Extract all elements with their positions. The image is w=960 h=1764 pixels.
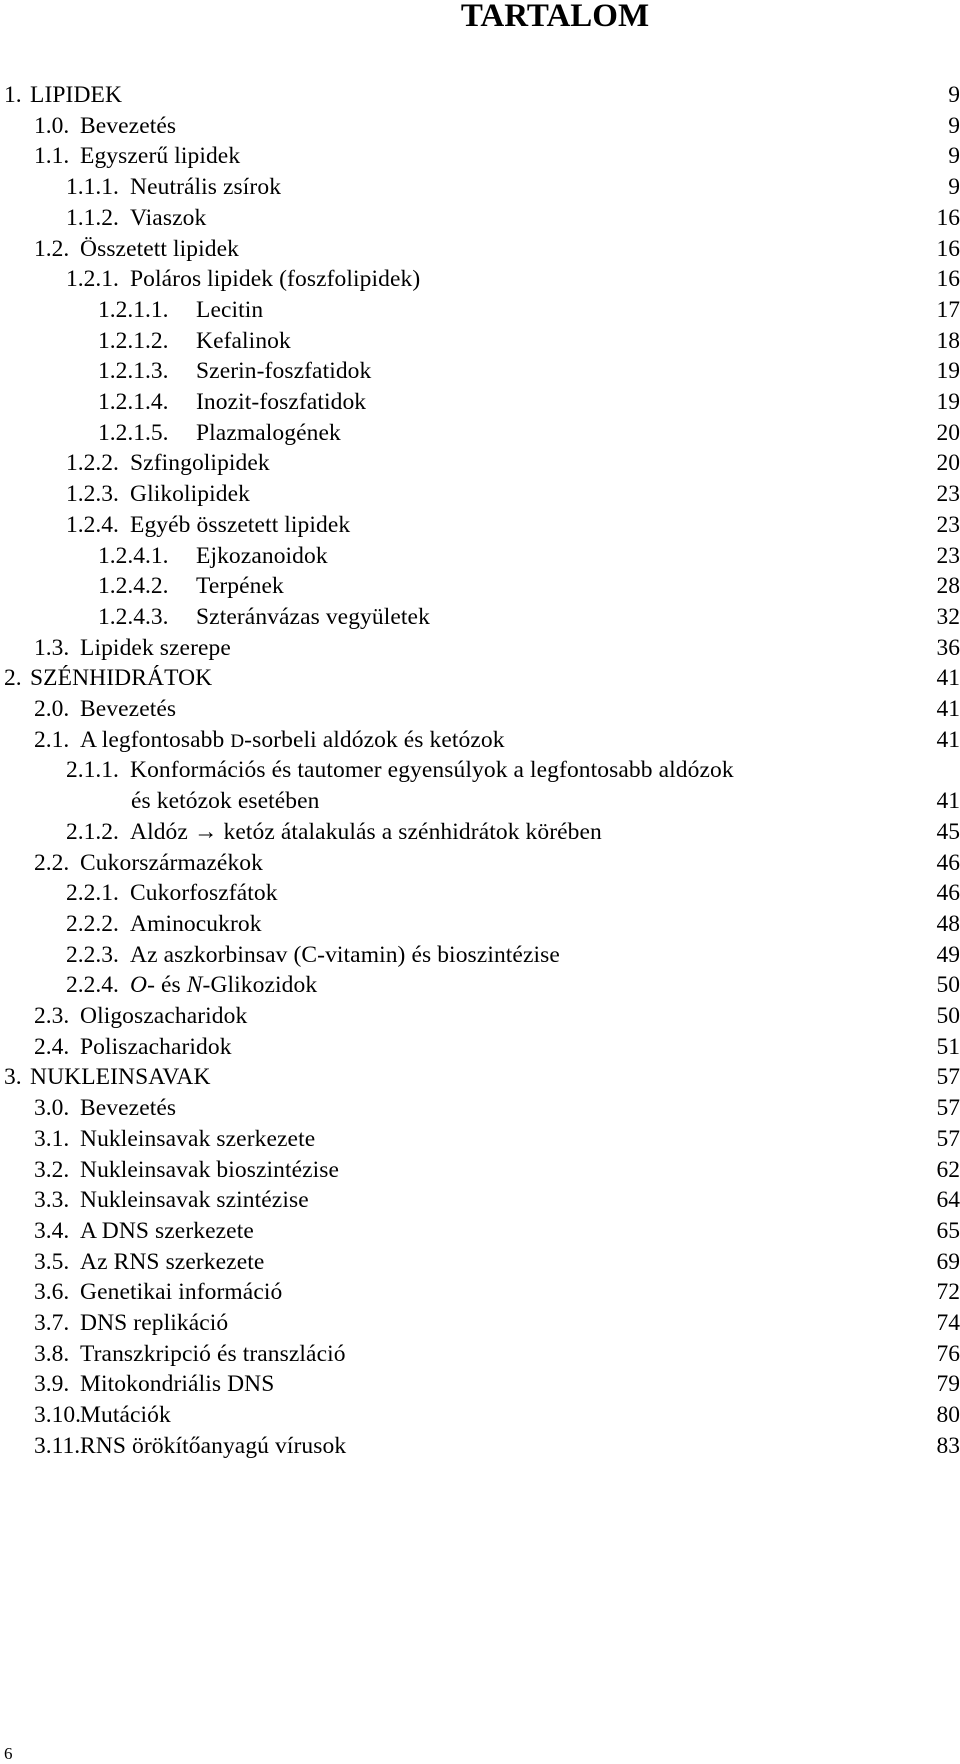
- toc-entry-number: 2.2.: [34, 849, 70, 876]
- toc-entry: [0, 723, 960, 757]
- toc-entry-number: 1.2.1.4.: [98, 389, 169, 415]
- toc-entry-page: 16: [936, 235, 960, 262]
- toc-entry-label: Kefalinok: [196, 327, 291, 354]
- toc-entry-number: 1.1.: [34, 143, 70, 170]
- toc-entry: [0, 846, 960, 880]
- toc-entry-label-part: A legfontosabb: [80, 726, 231, 753]
- toc-entry: [0, 385, 960, 419]
- toc-entry-page: 18: [936, 327, 960, 354]
- toc-entry-label: SZÉNHIDRÁTOK: [30, 665, 213, 692]
- toc-entry-number: 1.2.1.: [66, 266, 119, 293]
- toc-entry-number: 1.2.1.2.: [98, 327, 169, 354]
- toc-entry-number: 3.8.: [34, 1340, 70, 1367]
- toc-entry-label: [130, 968, 317, 1002]
- toc-entry: [0, 1367, 960, 1401]
- toc-entry-label: Glikolipidek: [130, 481, 250, 508]
- toc-entry-number: 1.2.4.2.: [98, 573, 169, 600]
- toc-entry-label: Mitokondriális DNS: [80, 1371, 275, 1398]
- toc-entry-page: 17: [936, 296, 960, 323]
- toc-entry: [0, 78, 960, 112]
- toc-entry: [0, 569, 960, 603]
- toc-entry-page: 48: [936, 910, 960, 937]
- toc-entry: [0, 1060, 960, 1094]
- toc-entry-page: 83: [936, 1432, 960, 1459]
- toc-entry-page: 9: [948, 143, 960, 170]
- toc-entry-number: 2.3.: [34, 1003, 70, 1029]
- toc-entry-page: 16: [936, 204, 960, 231]
- toc-entry: [0, 938, 960, 972]
- toc-entry-label-part: -sorbeli aldózok és ketózok: [244, 726, 505, 753]
- toc-entry-label: DNS replikáció: [80, 1310, 229, 1336]
- toc-entry-label: NUKLEINSAVAK: [30, 1064, 211, 1091]
- toc-entry: [0, 109, 960, 143]
- toc-entry-label: Egyszerű lipidek: [80, 143, 241, 170]
- toc-entry: [0, 600, 960, 634]
- toc-entry-number: 1.2.3.: [66, 481, 119, 508]
- toc-entry-page: 19: [936, 358, 960, 385]
- toc-entry-label: Ejkozanoidok: [196, 542, 328, 569]
- toc-entry-number: 1.2.1.1.: [98, 296, 169, 323]
- toc-entry-label-part: - és: [147, 972, 187, 999]
- toc-entry-page: 41: [936, 726, 960, 753]
- toc-entry-number: 2.2.4.: [66, 972, 119, 999]
- toc-entry-label: Nukleinsavak szerkezete: [80, 1125, 316, 1152]
- toc-entry: [0, 1091, 960, 1125]
- toc-entry-number: 2.2.3.: [66, 941, 119, 968]
- toc-entry: [0, 1122, 960, 1156]
- toc-entry-label: Az aszkorbinsav (C-vitamin) és bioszintézise: [130, 941, 560, 968]
- toc-entry-number: 1.2.4.1.: [98, 542, 169, 569]
- toc-entry: [0, 1275, 960, 1309]
- toc-entry-page: 64: [936, 1187, 960, 1214]
- toc-entry-label-smallcaps: D: [230, 730, 245, 752]
- toc-entry: [0, 1245, 960, 1279]
- toc-entry-page: 20: [936, 419, 960, 446]
- toc-entry-number: 3.6.: [34, 1279, 70, 1306]
- toc-entry-number: 1.2.1.3.: [98, 358, 169, 385]
- toc-entry-label: A DNS szerkezete: [80, 1217, 254, 1244]
- toc-entry-page: 16: [936, 266, 960, 293]
- toc-entry-label-italic: O: [130, 972, 148, 999]
- toc-entry: [0, 1030, 960, 1064]
- toc-entry-number: 2.1.2.: [66, 818, 119, 845]
- toc-entry: [0, 508, 960, 542]
- toc-entry: [0, 1337, 960, 1371]
- toc-entry-page: 9: [948, 174, 960, 201]
- toc-entry-label: Szteránvázas vegyületek: [196, 603, 430, 630]
- toc-entry-label: RNS örökítőanyagú vírusok: [80, 1432, 347, 1459]
- toc-entry-number: 3.3.: [34, 1187, 70, 1214]
- toc-entry: [0, 1153, 960, 1187]
- toc-entry-label-italic: N: [186, 972, 203, 999]
- toc-entry-label: Aldóz → ketóz átalakulás a szénhidrátok körében: [130, 818, 602, 845]
- toc-entry-label: Nukleinsavak szintézise: [80, 1187, 309, 1214]
- toc-entry-page: 23: [936, 511, 960, 538]
- toc-entry-page: 65: [936, 1217, 960, 1244]
- toc-entry-number: 2.1.: [34, 726, 70, 753]
- toc-entry-number: 2.4.: [34, 1033, 70, 1060]
- toc-entry: [0, 784, 960, 818]
- toc-entry-label: és ketózok esetében: [131, 788, 320, 815]
- toc-entry-page: 9: [948, 112, 960, 139]
- toc-entry-number: 2.2.1.: [66, 880, 119, 907]
- toc-entry-page: 36: [936, 634, 960, 661]
- toc-entry-page: 76: [936, 1340, 960, 1367]
- toc-entry: [0, 1214, 960, 1248]
- toc-entry-label: Szfingolipidek: [130, 450, 270, 477]
- toc-entry: [0, 907, 960, 941]
- toc-entry: [0, 661, 960, 695]
- toc-entry-label-part: -Glikozidok: [202, 972, 318, 999]
- toc-entry: [0, 201, 960, 235]
- toc-entry-page: 9: [948, 82, 960, 108]
- toc-entry-page: 62: [936, 1156, 960, 1183]
- toc-entry: [0, 999, 960, 1033]
- toc-entry-label: Oligoszacharidok: [80, 1003, 248, 1029]
- toc-entry-label: Nukleinsavak bioszintézise: [80, 1156, 340, 1183]
- toc-entry-page: 46: [936, 880, 960, 907]
- toc-entry-label: Poláros lipidek (foszfolipidek): [130, 266, 421, 293]
- toc-entry-page: 32: [936, 603, 960, 630]
- toc-entry-page: 23: [936, 542, 960, 569]
- toc-entry-label: Konformációs és tautomer egyensúlyok a legfontosabb aldózok: [130, 757, 734, 784]
- toc-entry-page: 57: [936, 1095, 960, 1122]
- toc-entry: [0, 1429, 960, 1463]
- toc-entry-page: 51: [936, 1033, 960, 1060]
- toc-entry-number: 2.0.: [34, 696, 70, 722]
- toc-entry-label: LIPIDEK: [30, 82, 123, 108]
- toc-entry-page: 69: [936, 1248, 960, 1275]
- toc-entry-page: 41: [936, 665, 960, 692]
- toc-entry: [0, 968, 960, 1002]
- toc-entry-label: Poliszacharidok: [80, 1033, 232, 1060]
- toc-entry-number: 3.1.: [34, 1125, 70, 1152]
- toc-entry-number: 1.1.2.: [66, 204, 119, 231]
- toc-entry-page: 41: [936, 788, 960, 815]
- toc-entry-label: Összetett lipidek: [80, 235, 239, 262]
- toc-entry-number: 2.1.1.: [66, 757, 119, 784]
- toc-entry: [0, 1183, 960, 1217]
- toc-entry-label: Viaszok: [130, 204, 207, 231]
- toc-entry: [0, 139, 960, 173]
- toc-entry-number: 3.0.: [34, 1095, 70, 1122]
- toc-entry: [0, 262, 960, 296]
- toc-entry-page: 46: [936, 849, 960, 876]
- toc-entry: [0, 631, 960, 665]
- toc-entry-number: 1.2.4.3.: [98, 603, 169, 630]
- toc-entry-number: 3.11.: [34, 1432, 81, 1459]
- toc-entry: [0, 539, 960, 573]
- toc-entry-label: Egyéb összetett lipidek: [130, 511, 351, 538]
- toc-entry-label: Genetikai információ: [80, 1279, 283, 1306]
- toc-entry-label: Bevezetés: [80, 696, 177, 722]
- toc-entry-page: 45: [936, 818, 960, 845]
- toc-entry-page: 57: [936, 1125, 960, 1152]
- toc-entry-number: 3.10.: [34, 1402, 81, 1429]
- toc-entry-label: Inozit-foszfatidok: [196, 389, 367, 415]
- toc-entry-page: 20: [936, 450, 960, 477]
- toc-entry-page: 41: [936, 696, 960, 722]
- toc-entry: [0, 446, 960, 480]
- toc-entry-label: Mutációk: [80, 1402, 171, 1429]
- toc-entry-label: Lipidek szerepe: [80, 634, 231, 661]
- toc-entry-number: 1.2.2.: [66, 450, 119, 477]
- toc-entry-page: 19: [936, 389, 960, 415]
- toc-entry-number: 3.: [4, 1064, 22, 1091]
- toc-entry-page: 80: [936, 1402, 960, 1429]
- toc-entry-label: Neutrális zsírok: [130, 174, 282, 201]
- toc-entry-number: 3.2.: [34, 1156, 70, 1183]
- toc-entry: [0, 815, 960, 849]
- toc-entry-number: 1.: [4, 82, 22, 108]
- toc-entry-label: Cukorszármazékok: [80, 849, 264, 876]
- toc-entry-page: 23: [936, 481, 960, 508]
- toc-entry-page: 72: [936, 1279, 960, 1306]
- toc-entry: [0, 876, 960, 910]
- toc-entry-number: 3.9.: [34, 1371, 70, 1398]
- toc-entry-number: 1.2.4.: [66, 511, 119, 538]
- toc-entry: [0, 1398, 960, 1432]
- page-number: 6: [4, 1744, 13, 1763]
- toc-entry: [0, 753, 960, 787]
- toc-entry-label: Bevezetés: [80, 112, 177, 139]
- toc-entry-page: 49: [936, 941, 960, 968]
- toc-entry-page: 79: [936, 1371, 960, 1398]
- toc-entry: [0, 354, 960, 388]
- toc-entry-page: 57: [936, 1064, 960, 1091]
- toc-entry-label: Terpének: [196, 573, 284, 600]
- toc-entry-label: Transzkripció és transzláció: [80, 1340, 346, 1367]
- toc-entry-label: Cukorfoszfátok: [130, 880, 278, 907]
- toc-entry-label: Lecitin: [196, 296, 264, 323]
- toc-entry-number: 3.4.: [34, 1217, 70, 1244]
- toc-entry-page: 50: [936, 972, 960, 999]
- toc-entry-page: 50: [936, 1003, 960, 1029]
- toc-entry-number: 1.2.: [34, 235, 70, 262]
- toc-entry: [0, 170, 960, 204]
- toc-entry-label: Bevezetés: [80, 1095, 177, 1122]
- toc-entry: [0, 477, 960, 511]
- toc-entry-number: 3.7.: [34, 1310, 70, 1336]
- toc-entry: [0, 324, 960, 358]
- toc-entry: [0, 293, 960, 327]
- toc-entry: [0, 416, 960, 450]
- page-title: TARTALOM: [460, 0, 650, 34]
- toc-entry-number: 1.3.: [34, 634, 70, 661]
- toc-entry-page: 28: [936, 573, 960, 600]
- toc-entry-number: 1.1.1.: [66, 174, 119, 201]
- toc-entry: [0, 232, 960, 266]
- toc-entry-number: 2.: [4, 665, 22, 692]
- toc-entry: [0, 692, 960, 726]
- toc-entry-number: 2.2.2.: [66, 910, 119, 937]
- toc-entry-page: 74: [936, 1310, 960, 1336]
- toc-entry-number: 1.0.: [34, 112, 70, 139]
- toc-entry-label: Plazmalogének: [196, 419, 341, 446]
- toc-entry-label: Az RNS szerkezete: [80, 1248, 265, 1275]
- toc-entry: [0, 1306, 960, 1340]
- toc-entry-number: 1.2.1.5.: [98, 419, 169, 446]
- toc-entry-number: 3.5.: [34, 1248, 70, 1275]
- toc-entry-label: Szerin-foszfatidok: [196, 358, 372, 385]
- toc-entry-label: Aminocukrok: [130, 910, 262, 937]
